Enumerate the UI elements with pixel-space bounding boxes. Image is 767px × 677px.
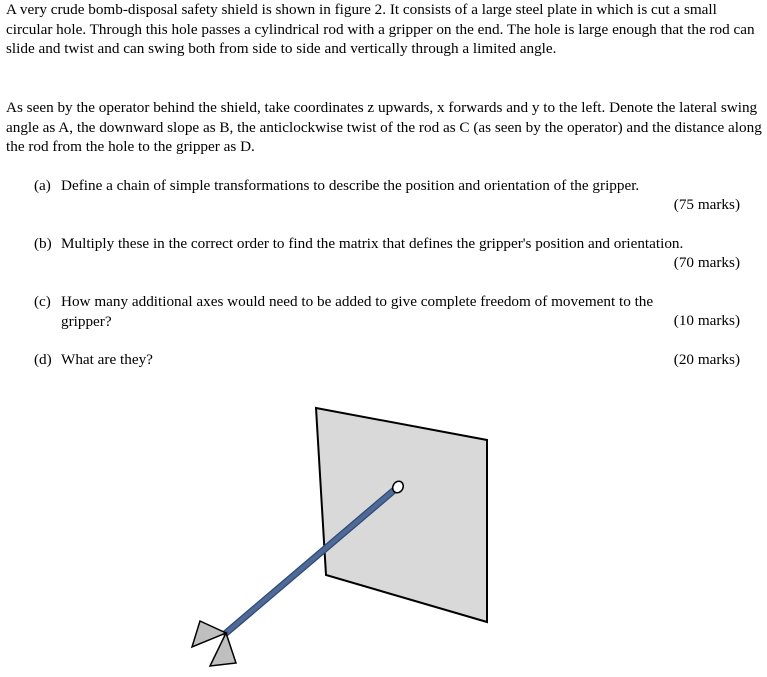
question-text: Define a chain of simple transformations to describe the position and orientation of the gripper. <box>61 177 640 194</box>
question-label: (a) <box>34 177 51 194</box>
question-marks: (10 marks) <box>673 312 740 329</box>
question-text: What are they? <box>61 351 153 368</box>
question-text: How many additional axes would need to be added to give complete freedom of movement to the gripper? <box>61 293 654 330</box>
question-text: Multiply these in the correct order to find the matrix that defines the gripper's position and orientation. <box>61 235 684 252</box>
steel-plate <box>316 408 487 622</box>
question-marks: (70 marks) <box>673 254 740 271</box>
question-label: (b) <box>34 235 52 252</box>
question-label: (d) <box>34 351 52 368</box>
intro-paragraph-2: As seen by the operator behind the shield, take coordinates z upwards, x forwards and y to the left. Denote the lateral swing angle as A, the downward slope as B, the anticlockwise twist of the rod as C (as seen by the operator) and the distance along the rod from the hole to the gripper as D. <box>6 99 762 155</box>
intro-paragraph-1: A very crude bomb-disposal safety shield is shown in figure 2. It consists of a large steel plate in which is cut a small circular hole. Through this hole passes a cylindrical rod with a gripper on the end. The hole is large enough that the rod can slide and twist and can swing both from side to side and vertically through a limited angle. <box>6 1 755 57</box>
question-label: (c) <box>34 293 51 310</box>
question-marks: (20 marks) <box>673 351 740 368</box>
question-marks: (75 marks) <box>673 196 740 213</box>
